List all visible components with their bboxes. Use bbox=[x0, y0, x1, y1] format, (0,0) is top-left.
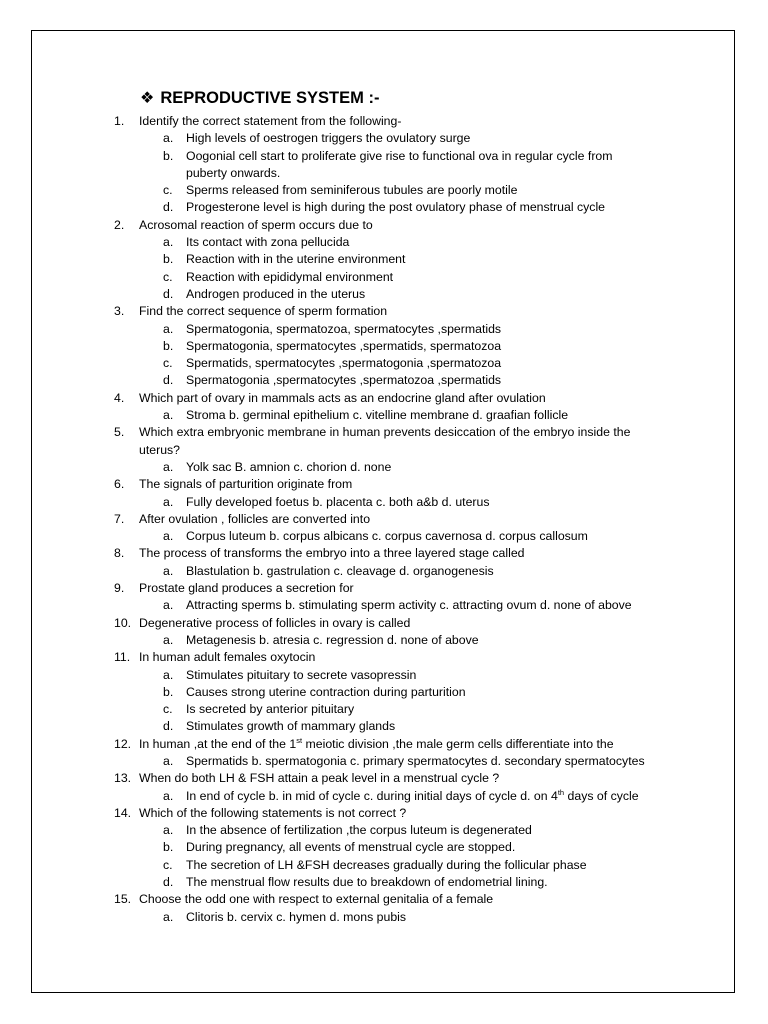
option-text: Reaction with epididymal environment bbox=[186, 269, 394, 284]
question-text: uterus? bbox=[139, 442, 181, 457]
option-text: Attracting sperms b. stimulating sperm activity c. attracting ovum d. none of above bbox=[186, 598, 632, 613]
question-text: The signals of parturition originate from bbox=[139, 477, 353, 492]
question-text: Prostate gland produces a secretion for bbox=[139, 581, 354, 596]
option-line bbox=[0, 597, 768, 614]
question-text: Acrosomal reaction of sperm occurs due to bbox=[139, 217, 373, 232]
option-letter: c. bbox=[163, 356, 173, 371]
question-text: In human ,at the end of the 1st meiotic division ,the male germ cells differentiate into the bbox=[139, 735, 614, 751]
option-text: Sperms released from seminiferous tubules are poorly motile bbox=[186, 183, 518, 198]
question-number: 11. bbox=[114, 650, 131, 665]
superscript: th bbox=[557, 787, 565, 797]
option-letter: b. bbox=[163, 148, 174, 163]
question-text: Which of the following statements is not correct ? bbox=[139, 805, 407, 820]
question-number: 1. bbox=[114, 114, 125, 128]
question-line bbox=[0, 442, 768, 459]
option-letter: d. bbox=[163, 719, 174, 734]
option-letter: a. bbox=[163, 632, 174, 647]
question-line bbox=[0, 649, 768, 666]
option-text: Spermatids, spermatocytes ,spermatogonia ,spermatozoa bbox=[186, 356, 502, 371]
option-text: Spermatogonia, spermatocytes ,spermatids, spermatozoa bbox=[186, 338, 502, 353]
option-letter: d. bbox=[163, 875, 174, 890]
question-text: Degenerative process of follicles in ovary is called bbox=[139, 615, 411, 630]
option-text: Fully developed foetus b. placenta c. both a&b d. uterus bbox=[186, 494, 490, 509]
option-letter: c. bbox=[163, 702, 173, 717]
question-number: 9. bbox=[114, 581, 125, 596]
question-line bbox=[0, 805, 768, 822]
option-line bbox=[0, 528, 768, 545]
option-text: Oogonial cell start to proliferate give rise to functional ova in regular cycle from bbox=[186, 148, 613, 163]
option-line bbox=[0, 667, 768, 684]
option-line bbox=[0, 753, 768, 770]
question-line bbox=[0, 770, 768, 787]
option-line bbox=[0, 718, 768, 735]
page-title bbox=[140, 88, 379, 108]
page-title-text: REPRODUCTIVE SYSTEM :- bbox=[160, 89, 380, 107]
option-letter: b. bbox=[163, 252, 174, 267]
option-text: Stimulates growth of mammary glands bbox=[186, 719, 396, 734]
question-number: 13. bbox=[114, 771, 132, 786]
option-text: Blastulation b. gastrulation c. cleavage d. organogenesis bbox=[186, 563, 494, 578]
question-list bbox=[0, 113, 768, 926]
option-line bbox=[0, 251, 768, 268]
option-text: Spermatids b. spermatogonia c. primary spermatocytes d. secondary spermatocytes bbox=[186, 753, 645, 768]
option-text: Its contact with zona pellucida bbox=[186, 235, 350, 250]
question-line bbox=[0, 736, 768, 753]
option-line bbox=[0, 874, 768, 891]
question-number: 15. bbox=[114, 892, 132, 907]
option-line bbox=[0, 909, 768, 926]
option-letter: a. bbox=[163, 529, 174, 544]
option-text: In end of cycle b. in mid of cycle c. during initial days of cycle d. on 4th days of cycle bbox=[186, 787, 639, 803]
question-line bbox=[0, 390, 768, 407]
option-line bbox=[0, 494, 768, 511]
option-line bbox=[0, 684, 768, 701]
question-line bbox=[0, 217, 768, 234]
option-letter: a. bbox=[163, 459, 174, 474]
option-line bbox=[0, 822, 768, 839]
option-text: Corpus luteum b. corpus albicans c. corpus cavernosa d. corpus callosum bbox=[186, 529, 588, 544]
question-text: In human adult females oxytocin bbox=[139, 650, 316, 665]
option-letter: b. bbox=[163, 338, 174, 353]
question-number: 12. bbox=[114, 736, 132, 751]
question-text: Which part of ovary in mammals acts as an endocrine gland after ovulation bbox=[139, 390, 546, 405]
question-number: 5. bbox=[114, 425, 125, 440]
question-line bbox=[0, 891, 768, 908]
option-letter: b. bbox=[163, 684, 174, 699]
question-line bbox=[0, 424, 768, 441]
option-line bbox=[0, 372, 768, 389]
option-line bbox=[0, 338, 768, 355]
option-text: Is secreted by anterior pituitary bbox=[186, 702, 355, 717]
question-text: The process of transforms the embryo into a three layered stage called bbox=[139, 546, 525, 561]
option-letter: a. bbox=[163, 753, 174, 768]
option-letter: b. bbox=[163, 840, 174, 855]
option-text: Yolk sac B. amnion c. chorion d. none bbox=[186, 459, 392, 474]
option-text: Metagenesis b. atresia c. regression d. none of above bbox=[186, 632, 479, 647]
question-line bbox=[0, 615, 768, 632]
option-letter: a. bbox=[163, 494, 174, 509]
option-letter: d. bbox=[163, 373, 174, 388]
question-text: After ovulation , follicles are converted into bbox=[139, 511, 371, 526]
option-text: During pregnancy, all events of menstrual cycle are stopped. bbox=[186, 840, 516, 855]
option-line bbox=[0, 839, 768, 856]
option-letter: d. bbox=[163, 286, 174, 301]
option-text: Clitoris b. cervix c. hymen d. mons pubis bbox=[186, 909, 407, 924]
option-line bbox=[0, 165, 768, 182]
option-text: puberty onwards. bbox=[186, 165, 281, 180]
option-letter: c. bbox=[163, 183, 173, 198]
option-line bbox=[0, 321, 768, 338]
option-text: Causes strong uterine contraction during parturition bbox=[186, 684, 466, 699]
option-text: Progesterone level is high during the post ovulatory phase of menstrual cycle bbox=[186, 200, 606, 215]
option-line bbox=[0, 788, 768, 805]
question-line bbox=[0, 303, 768, 320]
option-letter: a. bbox=[163, 321, 174, 336]
question-text: Which extra embryonic membrane in human prevents desiccation of the embryo inside the bbox=[139, 425, 631, 440]
option-line bbox=[0, 269, 768, 286]
option-letter: d. bbox=[163, 200, 174, 215]
question-text: Choose the odd one with respect to external genitalia of a female bbox=[139, 892, 494, 907]
option-text: In the absence of fertilization ,the corpus luteum is degenerated bbox=[186, 823, 532, 838]
option-letter: a. bbox=[163, 667, 174, 682]
question-number: 10. bbox=[114, 615, 132, 630]
option-letter: a. bbox=[163, 788, 174, 803]
question-line bbox=[0, 476, 768, 493]
option-line bbox=[0, 182, 768, 199]
question-number: 3. bbox=[114, 304, 125, 319]
option-letter: a. bbox=[163, 563, 174, 578]
superscript: st bbox=[296, 735, 303, 745]
option-letter: a. bbox=[163, 823, 174, 838]
question-line bbox=[0, 511, 768, 528]
question-text: When do both LH & FSH attain a peak level in a menstrual cycle ? bbox=[139, 771, 500, 786]
option-line bbox=[0, 857, 768, 874]
option-line bbox=[0, 407, 768, 424]
option-text: The menstrual flow results due to breakdown of endometrial lining. bbox=[186, 875, 548, 890]
option-line bbox=[0, 701, 768, 718]
question-number: 2. bbox=[114, 217, 125, 232]
option-line bbox=[0, 563, 768, 580]
question-number: 7. bbox=[114, 511, 125, 526]
option-letter: c. bbox=[163, 269, 173, 284]
option-line bbox=[0, 286, 768, 303]
question-number: 8. bbox=[114, 546, 125, 561]
option-text: Spermatogonia, spermatozoa, spermatocytes ,spermatids bbox=[186, 321, 502, 336]
option-line bbox=[0, 148, 768, 165]
question-line bbox=[0, 545, 768, 562]
question-text: Find the correct sequence of sperm formation bbox=[139, 304, 388, 319]
option-line bbox=[0, 459, 768, 476]
question-number: 4. bbox=[114, 390, 125, 405]
option-text: Stroma b. germinal epithelium c. vitelline membrane d. graafian follicle bbox=[186, 408, 569, 423]
option-line bbox=[0, 130, 768, 147]
option-line bbox=[0, 199, 768, 216]
question-line bbox=[0, 580, 768, 597]
option-text: High levels of oestrogen triggers the ovulatory surge bbox=[186, 131, 471, 146]
option-letter: a. bbox=[163, 131, 174, 146]
option-text: Androgen produced in the uterus bbox=[186, 286, 366, 301]
question-line bbox=[0, 113, 768, 130]
option-line bbox=[0, 632, 768, 649]
question-number: 14. bbox=[114, 805, 132, 820]
option-line bbox=[0, 355, 768, 372]
option-text: Spermatogonia ,spermatocytes ,spermatozoa ,spermatids bbox=[186, 373, 502, 388]
option-text: Reaction with in the uterine environment bbox=[186, 252, 406, 267]
option-text: The secretion of LH &FSH decreases gradually during the follicular phase bbox=[186, 857, 587, 872]
question-text: Identify the correct statement from the following- bbox=[139, 114, 402, 128]
option-letter: a. bbox=[163, 235, 174, 250]
option-letter: c. bbox=[163, 857, 173, 872]
diamond-bullet-icon: ❖ bbox=[140, 90, 155, 107]
option-text: Stimulates pituitary to secrete vasopressin bbox=[186, 667, 417, 682]
option-letter: a. bbox=[163, 408, 174, 423]
option-line bbox=[0, 234, 768, 251]
question-number: 6. bbox=[114, 477, 125, 492]
option-letter: a. bbox=[163, 598, 174, 613]
option-letter: a. bbox=[163, 909, 174, 924]
